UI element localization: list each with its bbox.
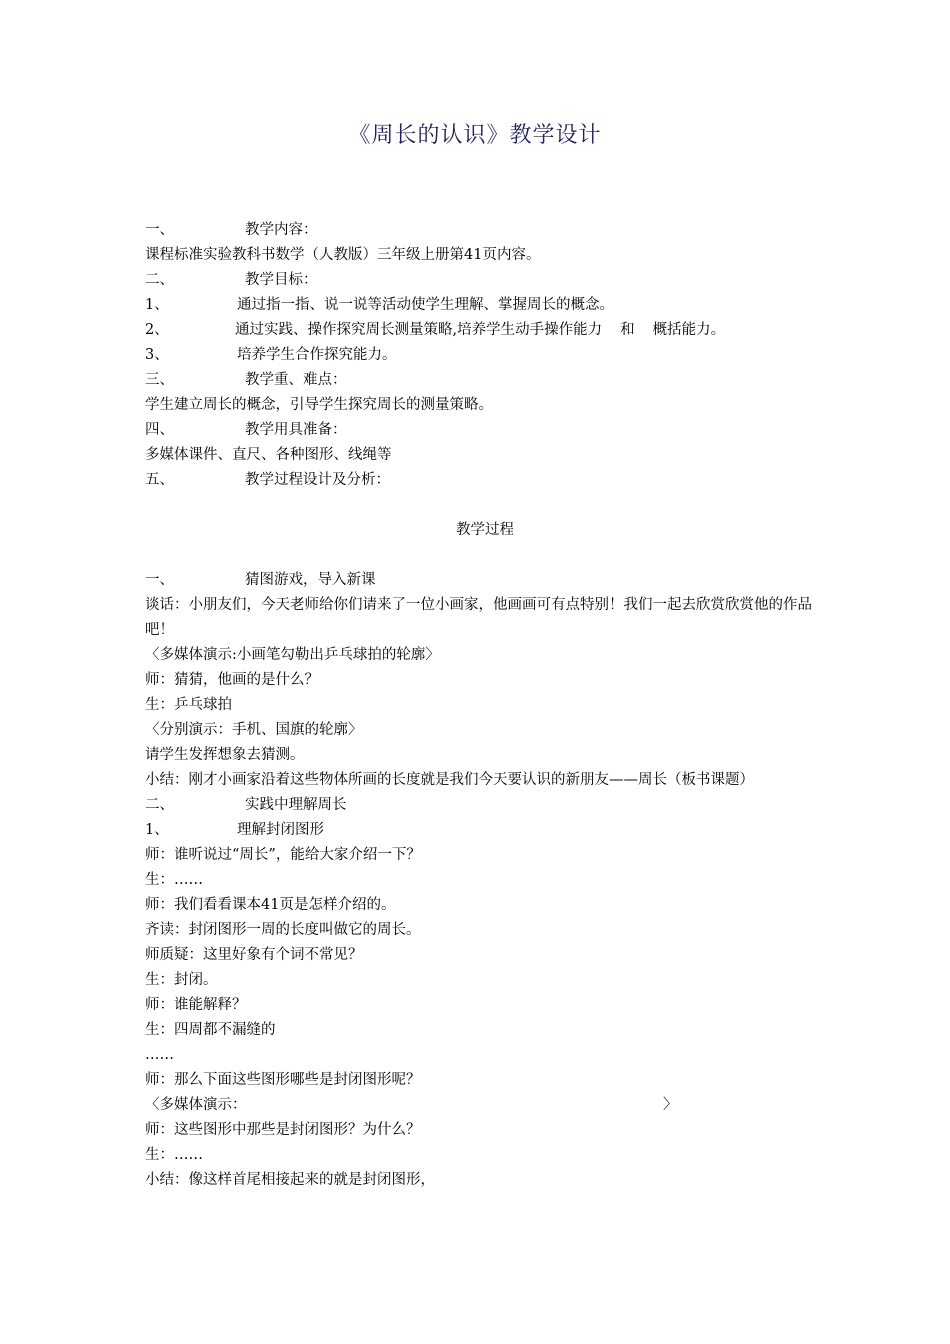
section-heading: 四、 教学用具准备： — [145, 422, 347, 438]
paragraph: 师：那么下面这些图形哪些是封闭图形呢？ — [145, 1072, 421, 1088]
paragraph: 师：谁听说过“周长”，能给大家介绍一下？ — [145, 847, 421, 863]
paragraph: 〈多媒体演示:小画笔勾勒出乒乓球拍的轮廓〉 — [145, 647, 440, 663]
paragraph: 生：…… — [145, 1147, 203, 1163]
process-title: 教学过程 — [456, 522, 514, 538]
paragraph: 师：谁能解释？ — [145, 997, 247, 1013]
paragraph: 齐读：封闭图形一周的长度叫做它的周长。 — [145, 922, 421, 938]
paragraph: 小结：像这样首尾相接起来的就是封闭图形， — [145, 1172, 435, 1188]
page-title: 《周长的认识》教学设计 — [348, 123, 602, 148]
paragraph: 〈多媒体演示： 〉 — [145, 1097, 678, 1113]
paragraph: 生：乒乓球拍 — [145, 697, 232, 713]
paragraph: 〈分别演示：手机、国旗的轮廓〉 — [145, 722, 363, 738]
paragraph: 谈话：小朋友们，今天老师给你们请来了一位小画家，他画画可有点特别！我们一起去欣赏欣赏他的作品吧！ — [145, 597, 812, 638]
list-item: 2、 通过实践、操作探究周长测量策略,培养学生动手操作能力 和 概括能力。 — [145, 322, 726, 338]
paragraph: 生：…… — [145, 872, 203, 888]
section-heading: 二、 实践中理解周长 — [145, 797, 347, 813]
paragraph: 多媒体课件、直尺、各种图形、线绳等 — [145, 447, 392, 463]
section-heading: 一、 猜图游戏，导入新课 — [145, 572, 376, 588]
list-item: 1、 通过指一指、说一说等活动使学生理解、掌握周长的概念。 — [145, 297, 614, 313]
paragraph: 生：封闭。 — [145, 972, 218, 988]
paragraph: 小结：刚才小画家沿着这些物体所画的长度就是我们今天要认识的新朋友——周长（板书课题） — [145, 772, 754, 788]
section-heading: 二、 教学目标： — [145, 272, 318, 288]
paragraph: 师质疑：这里好象有个词不常见？ — [145, 947, 363, 963]
paragraph: 师：我们看看课本41页是怎样介绍的。 — [145, 897, 396, 913]
section-heading: 一、 教学内容： — [145, 222, 318, 238]
paragraph: 学生建立周长的概念，引导学生探究周长的测量策略。 — [145, 397, 493, 413]
section-heading: 三、 教学重、难点： — [145, 372, 347, 388]
paragraph: 课程标准实验教科书数学（人教版）三年级上册第41页内容。 — [145, 247, 541, 263]
document-body — [145, 218, 825, 1193]
section-heading: 五、 教学过程设计及分析： — [145, 472, 390, 488]
paragraph: …… — [145, 1047, 174, 1063]
subsection-heading: 1、 理解封闭图形 — [145, 822, 324, 838]
paragraph: 师：猜猜，他画的是什么？ — [145, 672, 319, 688]
paragraph: 请学生发挥想象去猜测。 — [145, 747, 305, 763]
paragraph: 师：这些图形中那些是封闭图形？为什么？ — [145, 1122, 421, 1138]
paragraph: 生：四周都不漏缝的 — [145, 1022, 276, 1038]
list-item: 3、 培养学生合作探究能力。 — [145, 347, 397, 363]
